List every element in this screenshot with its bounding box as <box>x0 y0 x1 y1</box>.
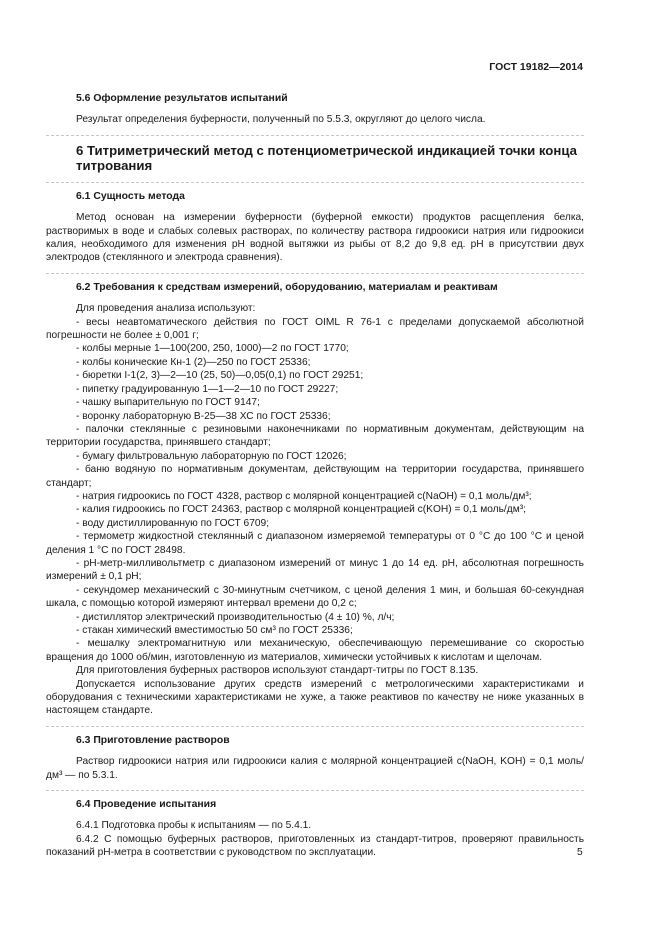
equipment-item: - воду дистиллированную по ГОСТ 6709; <box>76 517 270 529</box>
section-5-6-title: 5.6 Оформление результатов испытаний <box>76 93 288 104</box>
section-divider <box>46 726 584 727</box>
section-6-3-text: Раствор гидроокиси натрия или гидроокиси калия с молярной концентрацией c(NaOH, KOH) = 0,1 моль/дм³ — по 5.3.1. <box>46 756 584 781</box>
equipment-item: - дистиллятор электрический производительностью (4 ± 10) %, л/ч; <box>76 611 395 623</box>
equipment-item: - колбы мерные 1—100(200, 250, 1000)—2 по ГОСТ 1770; <box>76 343 349 355</box>
section-6-1-text: Метод основан на измерении буферности (буферной емкости) продуктов расщепления белка, растворимых в воде и слабых солевых растворах, по количеству раствора гидроокиси натрия или гидроокиси калия, необходимого для изменения pH водной вытяжки из рыбы от 8,2 до 9,8 ед. pH в присутствии двух электродов (стеклянного и электрода сравнения). <box>46 212 584 264</box>
equipment-item: - натрия гидроокись по ГОСТ 4328, раствор с молярной концентрацией c(NaOH) = 0,1 моль/дм³; <box>76 490 532 502</box>
section-5-6-text: Результат определения буферности, полученный по 5.5.3, округляют до целого числа. <box>76 114 486 126</box>
equipment-item: - pH-метр-милливольтметр с диапазоном измерений от минус 1 до 14 ед. pH, абсолютная погрешность измерений ± 0,1 pH; <box>46 557 584 583</box>
section-divider <box>46 182 584 183</box>
equipment-item: - пипетку градуированную 1—1—2—10 по ГОСТ 29227; <box>76 383 339 395</box>
equipment-item: - калия гидроокись по ГОСТ 24363, раствор с молярной концентрацией c(KOH) = 0,1 моль/дм³; <box>76 504 526 516</box>
equipment-item: - термометр жидкостной стеклянный с диапазоном измеряемой температуры от 0 °С до 100 °С и ценой деления 1 °С по ГОСТ 28498. <box>46 531 584 556</box>
equipment-item: - мешалку электромагнитную или механическую, обеспечивающую перемешивание со скоростью вращения до 1000 об/мин, изготовленную из материалов, химически устойчивых к кислотам и щелочам. <box>46 638 584 663</box>
equipment-item: - весы неавтоматического действия по ГОСТ OIML R 76-1 с пределами допускаемой абсолютной погрешности не более ± 0,001 г; <box>46 316 584 342</box>
equipment-item: - воронку лабораторную В-25—38 ХС по ГОСТ 25336; <box>76 410 331 422</box>
equipment-item: - стакан химический вместимостью 50 см³ по ГОСТ 25336; <box>76 625 353 636</box>
section-6-4-title: 6.4 Проведение испытания <box>76 799 217 811</box>
titrants-paragraph: Для приготовления буферных растворов используют стандарт-титры по ГОСТ 8.135. <box>76 665 479 677</box>
section-divider <box>46 790 584 791</box>
equipment-item: - баню водяную по нормативным документам, действующим на территории государства, принявшего стандарт; <box>46 464 584 489</box>
section-6-2-intro: Для проведения анализа используют: <box>76 303 256 315</box>
equipment-item: - колбы конические Кн-1 (2)—250 по ГОСТ 25336; <box>76 356 311 368</box>
page-number: 5 <box>577 847 583 858</box>
standard-code-header: ГОСТ 19182—2014 <box>489 61 583 73</box>
section-6-4-1-text: 6.4.1 Подготовка пробы к испытаниям — по 5.4.1. <box>76 820 312 832</box>
section-divider <box>46 273 584 274</box>
section-6-4-2-text: 6.4.2 С помощью буферных растворов, приготовленных из стандарт-титров, проверяют правильность показаний pH-метра в соответствии с руководством по эксплуатации. <box>46 833 584 859</box>
section-6-2-title: 6.2 Требования к средствам измерений, оборудованию, материалам и реактивам <box>76 281 498 293</box>
equipment-item: - секундомер механический с 30-минутным счетчиком, с ценой деления 1 мин, и большая 60-секундная шкала, с помощью которой измеряют интервал времени до 0,2 с; <box>46 584 584 610</box>
equipment-item: - бюретки I-1(2, 3)—2—10 (25, 50)—0,05(0,1) по ГОСТ 29251; <box>76 370 364 382</box>
equipment-item: - чашку выпарительную по ГОСТ 9147; <box>76 397 260 409</box>
alternatives-paragraph: Допускается использование других средств измерений с метрологическими характеристиками и оборудования с техническими характеристиками не хуже, а также реактивов по качеству не ниже указанных в настоящем стандарте. <box>46 678 584 717</box>
section-6-title: 6 Титриметрический метод с потенциометрической индикацией точки конца титрования <box>76 142 577 174</box>
section-6-1-title: 6.1 Сущность метода <box>76 190 185 202</box>
section-6-3-title: 6.3 Приготовление растворов <box>76 734 230 746</box>
equipment-item: - бумагу фильтровальную лабораторную по ГОСТ 12026; <box>76 450 347 462</box>
equipment-item: - палочки стеклянные с резиновыми наконечниками по нормативным документам, действующим на территории государства, принявшего стандарт; <box>46 423 584 449</box>
section-divider <box>46 135 584 136</box>
page-content <box>46 92 584 860</box>
